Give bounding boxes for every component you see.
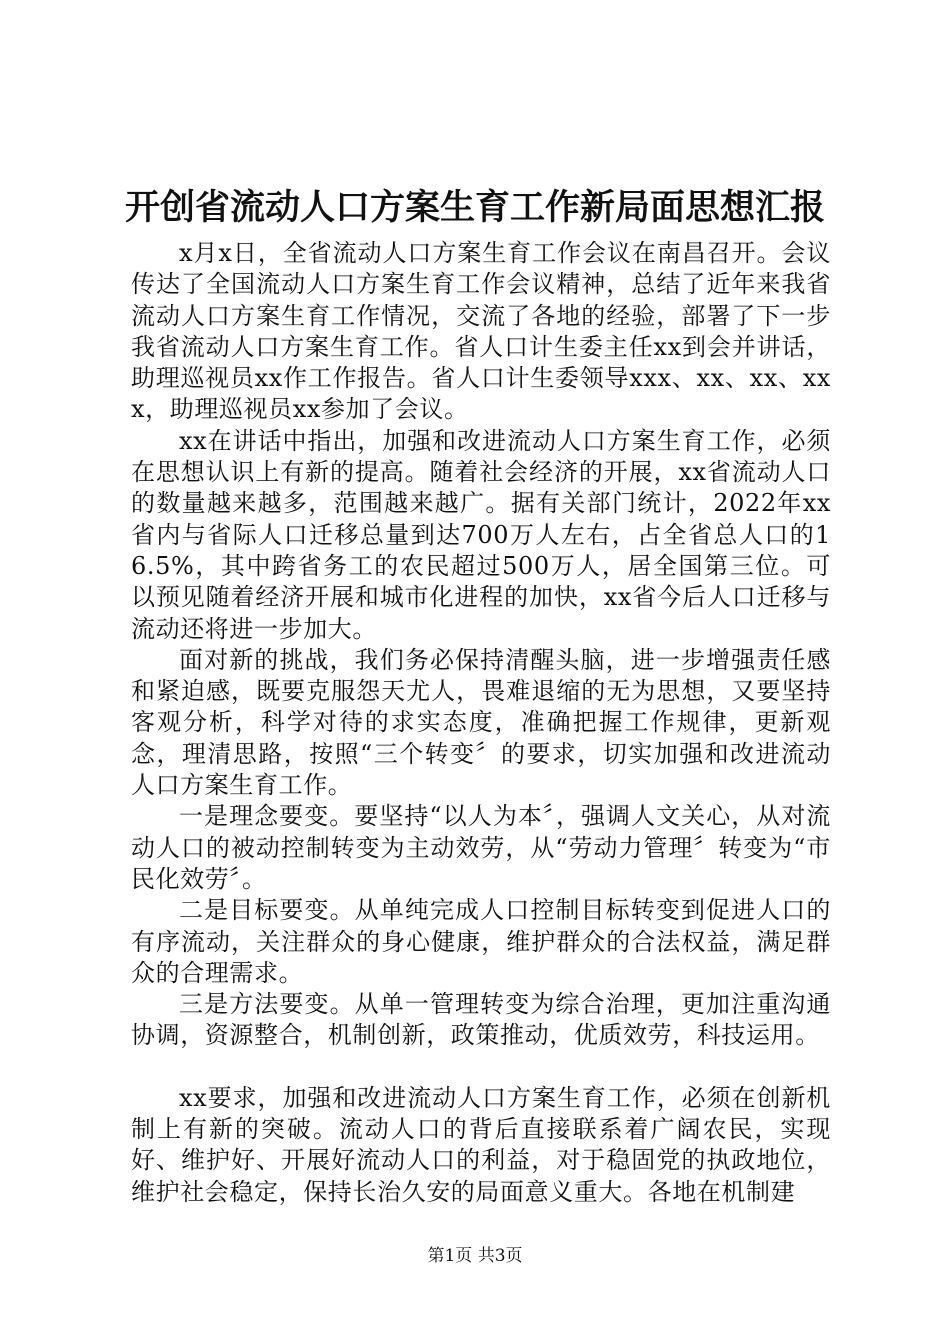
document-body <box>131 238 831 1208</box>
paragraph-mechanism-innovation: xx要求，加强和改进流动人口方案生育工作，必须在创新机制上有新的突破。流动人口的背后直接联系着广阔农民，实现好、维护好、开展好流动人口的利益，对于稳固党的执政地位，维护社会稳定，保持长治久安的局面意义重大。各地在机制建 <box>131 1083 831 1206</box>
paragraph-meeting-summary: x月x日，全省流动人口方案生育工作会议在南昌召开。会议传达了全国流动人口方案生育工作会议精神，总结了近年来我省流动人口方案生育工作情况，交流了各地的经验，部署了下一步我省流动人口方案生育工作。省人口计生委主任xx到会并讲话，助理巡视员xx作工作报告。省人口计生委领导xxx、xx、xx、xxx，助理巡视员xx参加了会议。 <box>131 239 831 424</box>
paragraph-goal-change: 二是目标要变。从单纯完成人口控制目标转变到促进人口的有序流动，关注群众的身心健康，维护群众的合法权益，满足群众的合理需求。 <box>131 896 831 987</box>
paragraph-speech-points: xx在讲话中指出，加强和改进流动人口方案生育工作，必须在思想认识上有新的提高。随着社会经济的开展，xx省流动人口的数量越来越多，范围越来越广。据有关部门统计，2022年xx省内与省际人口迁移总量到达700万人左右，占全省总人口的16.5%，其中跨省务工的农民超过500万人，居全国第三位。可以预见随着经济开展和城市化进程的加快，xx省今后人口迁移与流动还将进一步加大。 <box>131 426 831 643</box>
document-title: 开创省流动人口方案生育工作新局面思想汇报 <box>124 187 825 228</box>
page-number-footer: 第1页 共3页 <box>427 1246 523 1266</box>
paragraph-method-change: 三是方法要变。从单一管理转变为综合治理，更加注重沟通协调，资源整合，机制创新，政策推动，优质效劳，科技运用。 <box>131 990 831 1050</box>
paragraph-concept-change: 一是理念要变。要坚持“以人为本〞，强调人文关心，从对流动人口的被动控制转变为主动效劳，从“劳动力管理〞转变为“市民化效劳〞。 <box>131 802 831 893</box>
paragraph-new-challenges: 面对新的挑战，我们务必保持清醒头脑，进一步增强责任感和紧迫感，既要克服怨天尤人，畏难退缩的无为思想，又要坚持客观分析，科学对待的求实态度，准确把握工作规律，更新观念，理清思路，按照“三个转变〞的要求，切实加强和改进流动人口方案生育工作。 <box>131 645 831 800</box>
